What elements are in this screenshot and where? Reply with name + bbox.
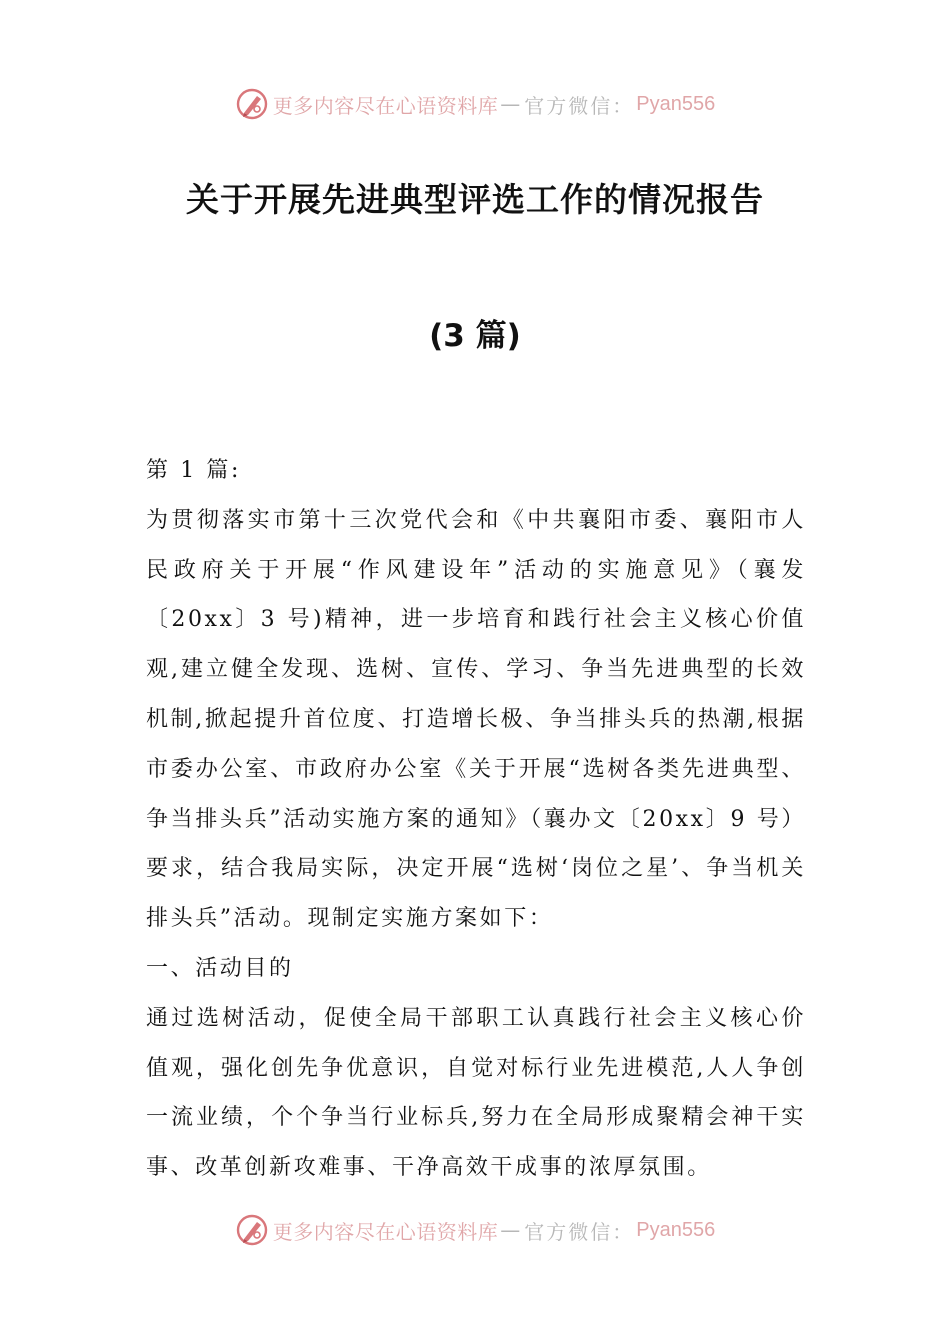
watermark-brand-text: 更多内容尽在心语资料库 [272, 93, 499, 118]
document-title: 关于开展先进典型评选工作的情况报告 [186, 180, 764, 219]
section-heading: 一、活动目的 [146, 955, 294, 981]
section-label: 第 1 篇: [146, 458, 241, 483]
watermark-separator: — [500, 1218, 523, 1242]
watermark-account-label: 官方微信： [524, 1219, 635, 1244]
paragraph-intro: 为贯彻落实市第十三次党代会和《中共襄阳市委、襄阳市人民政府关于开展“作风建设年”活动的实施意见》（襄发〔20xx〕3 号)精神，进一步培育和践行社会主义核心价值观,建立健全发现、选树、宣传、学习、争当先进典型的长效机制,掀起提升首位度、打造增长极、争当排头兵的热潮,根据市委办公室、市政府办公室《关于开展“选树各类先进典型、争当排头兵”活动实施方案的通知》（襄办文〔20xx〕9 号）要求，结合我局实际，决定开展“选树‘岗位之星’、争当机关排头兵”活动。现制定实施方案如下： [146, 507, 806, 932]
document-subtitle: (3 篇) [429, 318, 521, 354]
watermark-account-id: Pyan556 [636, 92, 716, 115]
watermark-account-label: 官方微信： [524, 93, 635, 118]
paragraph-purpose: 通过选树活动，促使全局干部职工认真践行社会主义核心价值观，强化创先争优意识，自觉对标行业先进模范,人人争创一流业绩，个个争当行业标兵,努力在全局形成聚精会神干实事、改革创新攻难事、干净高效干成事的浓厚氛围。 [146, 1005, 806, 1181]
watermark-separator: — [500, 92, 523, 116]
watermark-banner-bottom [0, 1208, 950, 1252]
document-body [146, 446, 806, 1193]
watermark-brand-text: 更多内容尽在心语资料库 [272, 1219, 499, 1244]
pen-logo-icon [235, 1213, 269, 1247]
watermark-banner-top [0, 82, 950, 126]
pen-logo-icon [235, 87, 269, 121]
watermark-account-id: Pyan556 [636, 1218, 716, 1241]
